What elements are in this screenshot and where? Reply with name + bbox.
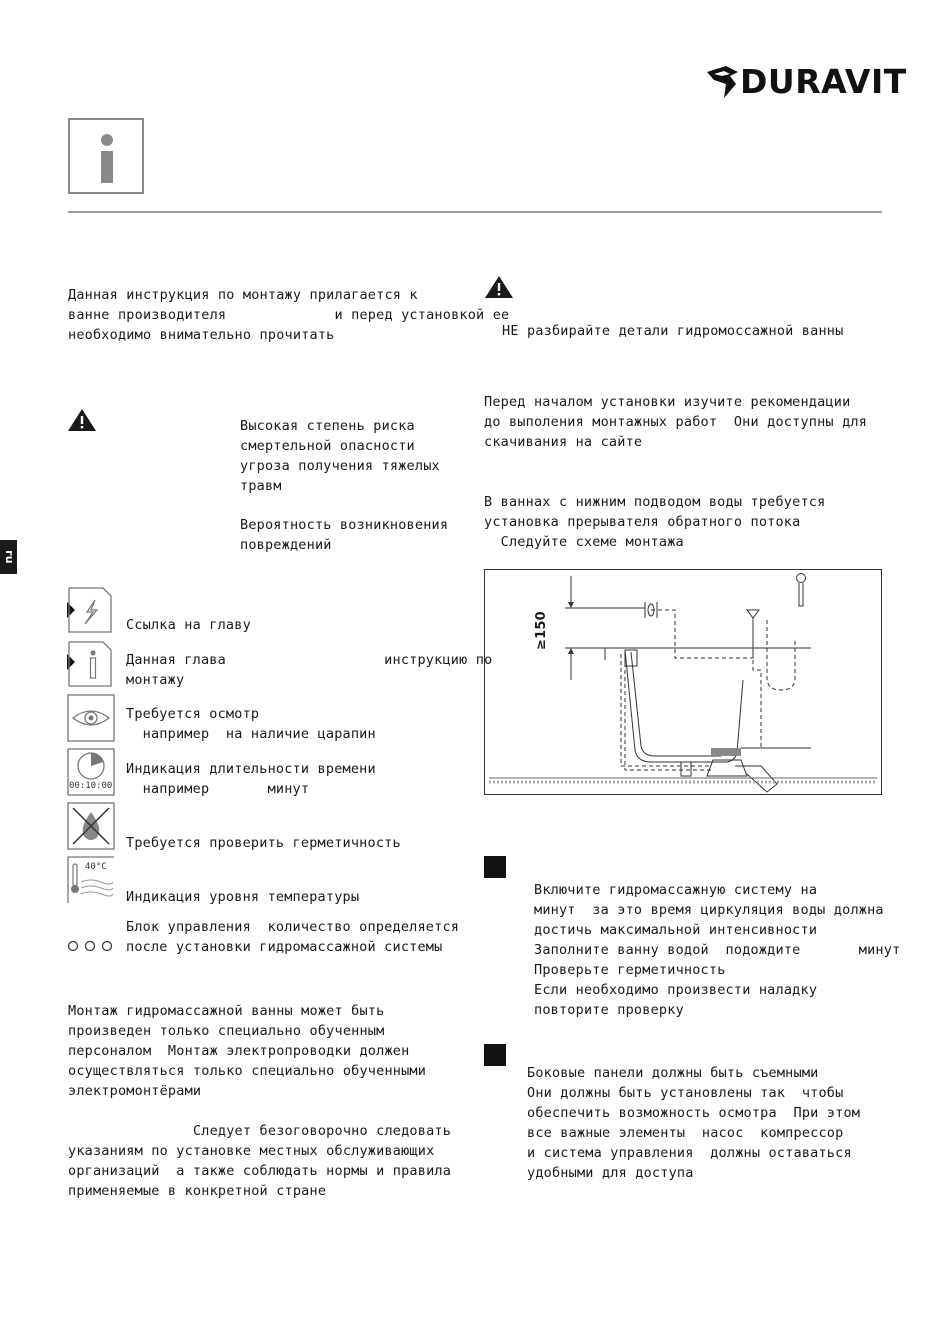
backflow-text: В ваннах с нижним подводом воды требуется установка прерывателя обратного потока Следуйте схеме монтажа — [484, 494, 826, 550]
legend-text-chapter-ref: Данная глава инструкцию по монтажу — [126, 652, 493, 688]
warning-icon — [484, 275, 514, 299]
info-doc-icon — [67, 640, 115, 688]
legend-text-tightness: Требуется проверить герметичность — [126, 835, 401, 851]
legend-text-temperature: Индикация уровня температуры — [126, 889, 360, 905]
regulations-text: Следует безоговорочно следовать указаниям по установке местных обслуживающих организаций а также соблюдать нормы и правила применяемые в конкретной стране — [68, 1123, 452, 1199]
legend-text-chapter: Ссылка на главу — [126, 617, 251, 633]
step-1-marker — [484, 856, 506, 878]
temp-label: 40°C — [85, 862, 107, 872]
step-1-text: Включите гидромассажную систему на минут за это время циркуляция воды должна достичь максимальной интенсивности Заполните ванну водой подождите минут Проверьте герметичность Если необходимо произвести наладку повторите проверку — [534, 882, 901, 1018]
danger-warning-icon — [67, 408, 97, 432]
clock-icon — [67, 748, 115, 796]
duravit-logo — [706, 62, 907, 104]
personnel-text: Монтаж гидромассажной ванны может быть произведен только специально обученным персоналом Монтаж электропроводки должен осуществляться только специально обученными электромонтёрами — [68, 1003, 427, 1099]
caution-text: Вероятность возникновения повреждений — [240, 517, 449, 553]
legend-text-control-unit: Блок управления количество определяется после установки гидромассажной системы — [126, 919, 460, 955]
step-2-text: Боковые панели должны быть съемными Они должны быть установлены так чтобы обеспечить возможность осмотра При этом все важные элементы насос компрессор и система управления должны оставаться удобными для доступа — [527, 1065, 861, 1181]
no-water-icon — [67, 802, 115, 850]
legend-text-duration: Индикация длительности времени например минут — [126, 761, 376, 797]
eye-icon — [67, 694, 115, 742]
control-unit-icon — [67, 940, 117, 952]
dimension-label: ≥150 — [534, 611, 549, 650]
legend-text-inspection: Требуется осмотр например на наличие царапин — [126, 706, 376, 742]
logo-text: DURAVIT — [740, 62, 907, 101]
duravit-bird-icon — [706, 62, 740, 102]
thermometer-icon — [67, 856, 115, 904]
recommendations-text: Перед началом установки изучите рекомендации до выполения монтажных работ Они доступны для скачивания на сайте — [484, 394, 868, 450]
chapter-ref-icon — [67, 586, 115, 634]
danger-text: Высокая степень риска смертельной опасности угроза получения тяжелых травм — [240, 418, 440, 494]
warning-text: НЕ разбирайте детали гидромоссажной ванны — [502, 323, 844, 339]
info-chapter-icon — [68, 118, 144, 194]
intro-text: Данная инструкция по монтажу прилагается к ванне производителя и перед установкой ее необходимо внимательно прочитать — [68, 287, 510, 343]
language-tab: ru — [0, 540, 17, 574]
clock-label: 00:10:00 — [69, 781, 113, 791]
header-divider — [68, 211, 882, 213]
installation-diagram — [484, 569, 882, 795]
step-2-marker — [484, 1044, 506, 1066]
